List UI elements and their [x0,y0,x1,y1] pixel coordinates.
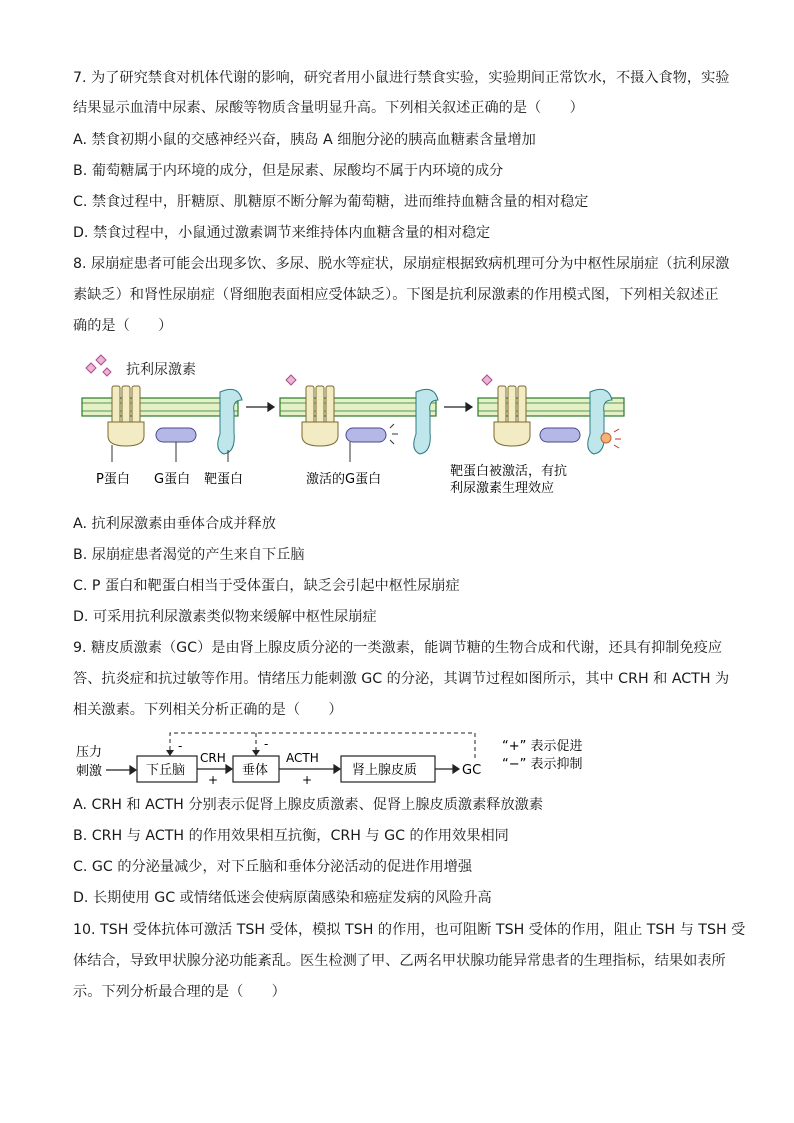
q10-stem-line2: 体结合，导致甲状腺分泌功能紊乱。医生检测了甲、乙两名甲状腺功能异常患者的生理指标，结果如表所 [73,953,726,969]
legend-inhibit: “−” 表示抑制 [502,757,583,772]
q9-option-c: C. GC 的分泌量减少，对下丘脑和垂体分泌活动的促进作用增强 [73,859,473,875]
hormone-label: 抗利尿激素 [126,362,196,378]
panel-1 [82,386,243,487]
g-protein-label: G蛋白 [154,472,191,487]
q9-stem-line1: 9. 糖皮质激素（GC）是由肾上腺皮质分泌的一类激素，能调节糖的生物合成和代谢，还具有抑制免疫应 [73,640,723,656]
pituitary-label: 垂体 [242,763,269,778]
p-protein-label: P蛋白 [96,472,130,487]
activated-g-protein-label: 激活的G蛋白 [306,472,382,487]
panel-3 [450,375,624,496]
adrenal-cortex-label: 肾上腺皮质 [352,763,418,778]
target-activated-label-2: 利尿激素生理效应 [450,481,555,496]
crh-label: CRH [200,751,226,765]
target-protein-icon [218,389,242,454]
arrow-icon [246,403,274,411]
stimulus-label-1: 压力 [76,745,103,760]
q7-option-a: A. 禁食初期小鼠的交感神经兴奋，胰岛 A 细胞分泌的胰高血糖素含量增加 [73,132,536,148]
q7-option-b: B. 葡萄糖属于内环境的成分，但是尿素、尿酸均不属于内环境的成分 [73,163,504,179]
q7-option-c: C. 禁食过程中，肝糖原、肌糖原不断分解为葡萄糖，进而维持血糖含量的相对稳定 [73,194,589,210]
q8-stem-line3: 确的是（ ） [73,318,173,334]
q8-stem-line2: 素缺乏）和肾性尿崩症（肾细胞表面相应受体缺乏）。下图是抗利尿激素的作用模式图，下列相关叙述正 [73,287,719,303]
plus-sign-2: + [302,773,313,787]
target-activated-label-1: 靶蛋白被激活，有抗 [450,464,568,479]
q10-stem-line1: 10. TSH 受体抗体可激活 TSH 受体，模拟 TSH 的作用，也可阻断 TSH 受体的作用，阻止 TSH 与 TSH 受 [73,922,746,938]
legend-promote: “+” 表示促进 [502,739,583,754]
q8-option-d: D. 可采用抗利尿激素类似物来缓解中枢性尿崩症 [73,609,377,625]
q9-option-d: D. 长期使用 GC 或情绪低迷会使病原菌感染和癌症发病的风险升高 [73,890,492,906]
minus-sign-2: - [264,737,269,751]
hypothalamus-label: 下丘脑 [146,763,186,778]
q9-option-a: A. CRH 和 ACTH 分别表示促肾上腺皮质激素、促肾上腺皮质激素释放激素 [73,797,544,813]
stimulus-label-2: 刺激 [76,764,103,779]
q10-stem-line3: 示。下列分析最合理的是（ ） [73,984,286,1000]
q9-stem-line2: 答、抗炎症和抗过敏等作用。情绪压力能刺激 GC 的分泌，其调节过程如图所示，其中 CRH 和 ACTH 为 [73,671,730,687]
q8-option-a: A. 抗利尿激素由垂体合成并释放 [73,516,276,532]
q8-option-b: B. 尿崩症患者渴觉的产生来自下丘脑 [73,547,305,563]
panel-2 [280,375,438,487]
target-protein-label: 靶蛋白 [204,472,244,487]
q7-stem-line1: 7. 为了研究禁食对机体代谢的影响，研究者用小鼠进行禁食实验，实验期间正常饮水，不摄入食物，实验 [73,70,730,86]
adh-mechanism-figure [70,350,630,500]
gc-label: GC [462,763,482,778]
q8-stem-line1: 8. 尿崩症患者可能会出现多饮、多尿、脱水等症状，尿崩症根据致病机理可分为中枢性尿崩症（抗利尿激 [73,256,730,272]
acth-label: ACTH [286,751,319,765]
q7-stem-line2: 结果显示血清中尿素、尿酸等物质含量明显升高。下列相关叙述正确的是（ ） [73,100,584,116]
minus-sign-1: - [178,739,183,753]
q8-option-c: C. P 蛋白和靶蛋白相当于受体蛋白，缺乏会引起中枢性尿崩症 [73,578,460,594]
g-protein-icon [156,428,196,442]
q9-option-b: B. CRH 与 ACTH 的作用效果相互抗衡，CRH 与 GC 的作用效果相同 [73,828,509,844]
p-protein-icon [108,386,144,446]
gc-regulation-diagram [70,728,630,790]
hormone-molecules-icon [86,355,111,376]
plus-sign-1: + [208,773,219,787]
q7-option-d: D. 禁食过程中，小鼠通过激素调节来维持体内血糖含量的相对稳定 [73,225,491,241]
q9-stem-line3: 相关激素。下列相关分析正确的是（ ） [73,702,343,718]
